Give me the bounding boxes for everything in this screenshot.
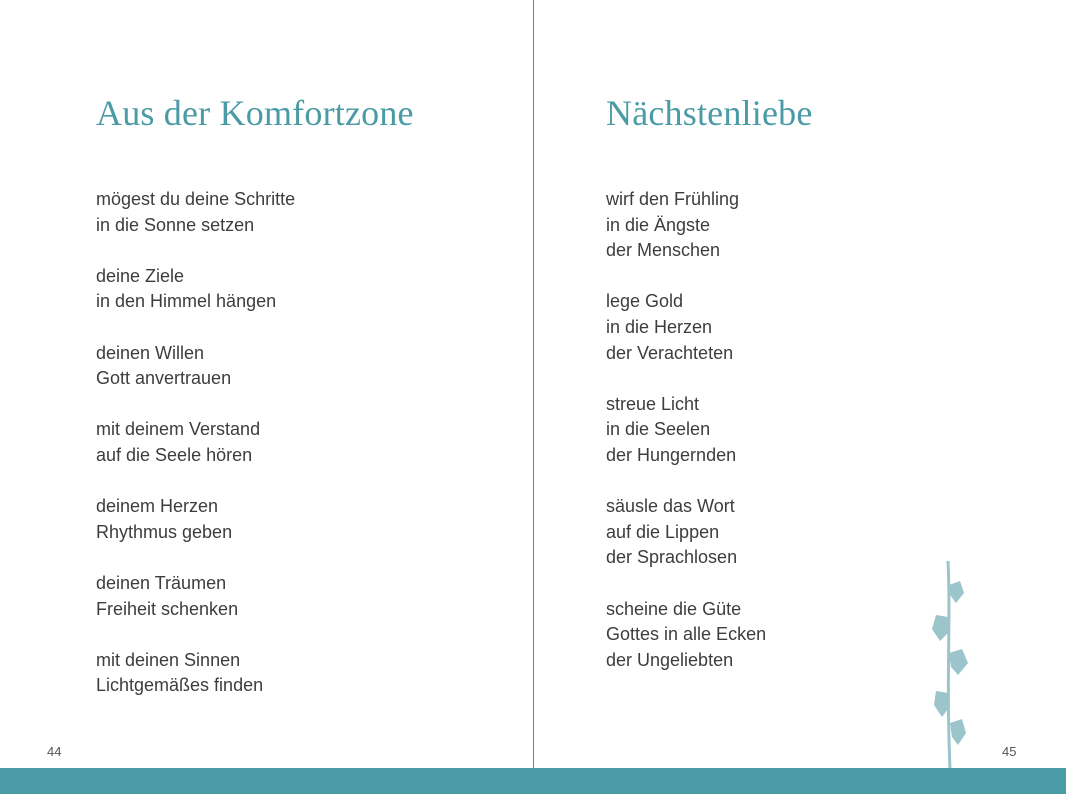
poem-line: scheine die Güte [606, 598, 742, 619]
stanza [606, 289, 766, 366]
poem-line: streue Licht [606, 393, 700, 414]
page-number: 45 [1002, 744, 1017, 759]
left-page [0, 0, 533, 768]
poem-line: Rhythmus geben [96, 521, 233, 542]
stanza [606, 392, 766, 469]
poem-line: der Verachteten [606, 342, 734, 363]
poem-line: auf die Lippen [606, 521, 720, 542]
poem-line: in die Seelen [606, 419, 711, 440]
poem-line: deinen Willen [96, 342, 205, 363]
poem-line: mit deinen Sinnen [96, 649, 241, 670]
stanza [96, 648, 295, 699]
stanza [606, 494, 766, 571]
stanza [96, 571, 295, 622]
poem-line: Lichtgemäßes finden [96, 675, 264, 696]
stanza [96, 341, 295, 392]
stanza [96, 264, 295, 315]
stanza [606, 597, 766, 674]
poem-line: der Ungeliebten [606, 649, 734, 670]
stanza [96, 417, 295, 468]
poem-line: mit deinem Verstand [96, 419, 261, 440]
poem-line: lege Gold [606, 291, 684, 312]
page-number: 44 [47, 744, 62, 759]
poem-line: deine Ziele [96, 265, 185, 286]
poem-line: in die Herzen [606, 316, 713, 337]
poem-title: Aus der Komfortzone [96, 93, 414, 133]
poem-line: der Menschen [606, 240, 721, 261]
poem-line: wirf den Frühling [606, 189, 740, 209]
stanza [606, 187, 766, 264]
poem-line: der Hungernden [606, 444, 737, 465]
poem-line: der Sprachlosen [606, 547, 738, 568]
poem-title: Nächstenliebe [606, 93, 813, 133]
poem-line: in den Himmel hängen [96, 291, 277, 312]
poem-line: auf die Seele hören [96, 444, 253, 465]
poem-body [606, 187, 766, 699]
poem-line: Freiheit schenken [96, 598, 239, 619]
stanza [96, 494, 295, 545]
right-page [534, 0, 1066, 768]
poem-line: in die Sonne setzen [96, 214, 255, 235]
footer-bar [0, 768, 1066, 794]
stanza [96, 187, 295, 238]
poem-line: deinem Herzen [96, 496, 219, 517]
poem-line: deinen Träumen [96, 572, 227, 593]
poem-line: in die Ängste [606, 214, 711, 235]
poem-line: Gottes in alle Ecken [606, 624, 767, 645]
branch-illustration-icon [920, 555, 980, 769]
poem-line: Gott anvertrauen [96, 368, 232, 389]
poem-line: säusle das Wort [606, 496, 735, 517]
poem-body [96, 187, 295, 724]
poem-line: mögest du deine Schritte [96, 189, 296, 209]
